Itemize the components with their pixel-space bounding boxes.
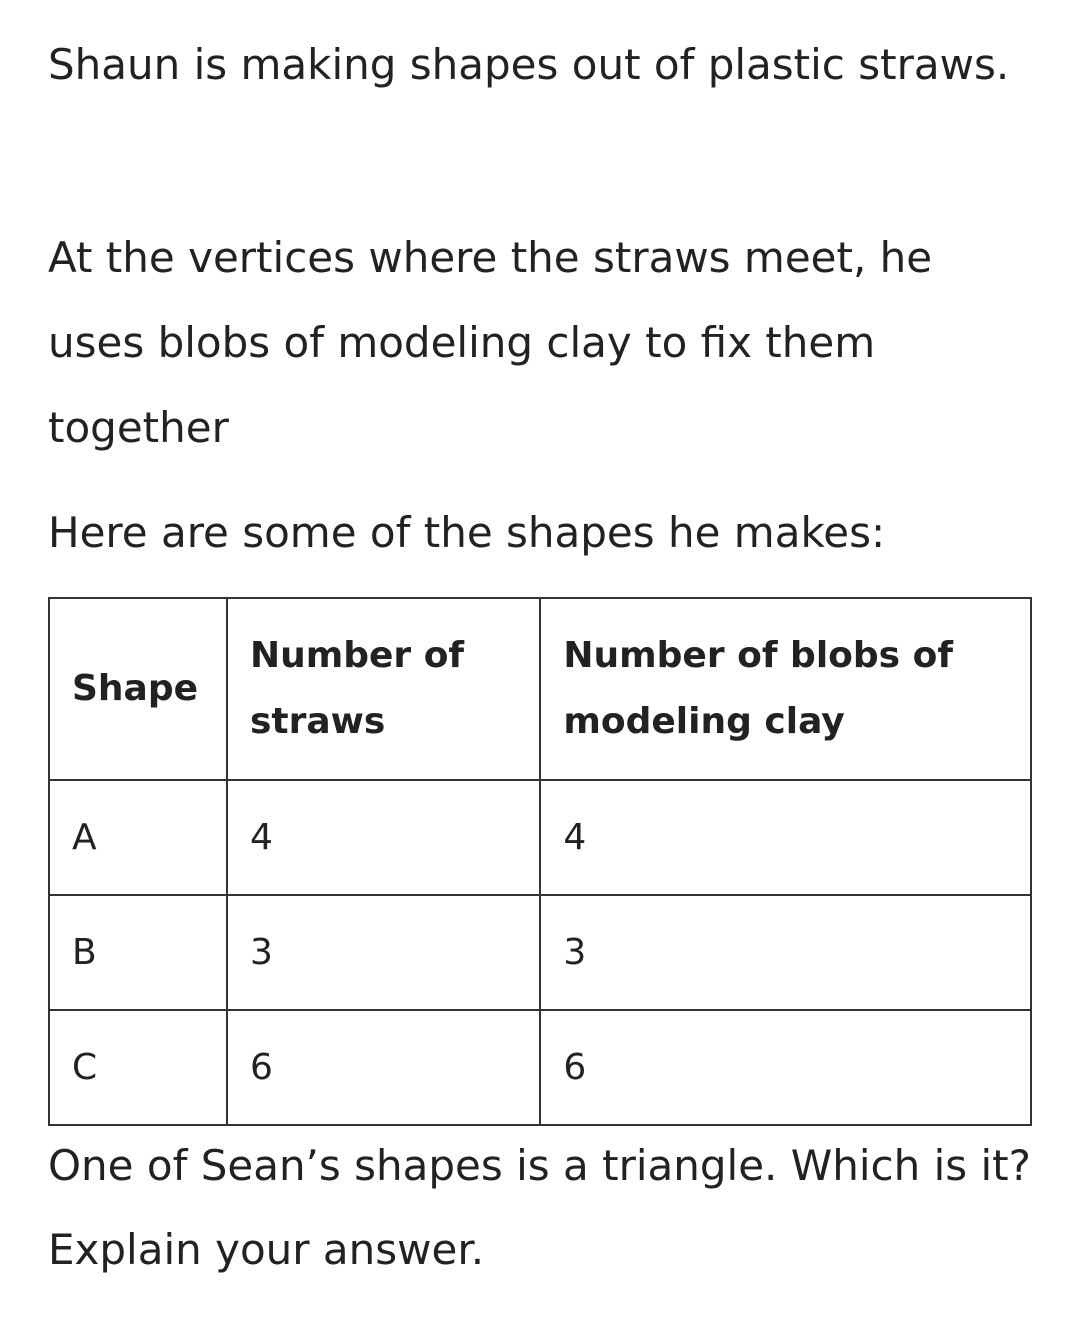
cell-blobs: 3 bbox=[540, 895, 1031, 1010]
header-number-of-straws: Number of straws bbox=[227, 598, 540, 780]
table-row bbox=[49, 895, 1031, 1010]
header-shape: Shape bbox=[49, 598, 227, 780]
cell-shape: A bbox=[49, 780, 227, 895]
intro-paragraph-2: At the vertices where the straws meet, he uses blobs of modeling clay to fix them together bbox=[48, 233, 933, 452]
cell-blobs: 4 bbox=[540, 780, 1031, 895]
cell-blobs: 6 bbox=[540, 1010, 1031, 1125]
table-row bbox=[49, 1010, 1031, 1125]
table-header-row bbox=[49, 598, 1031, 780]
table-row bbox=[49, 780, 1031, 895]
cell-shape: C bbox=[49, 1010, 227, 1125]
shapes-table bbox=[48, 597, 1032, 1126]
cell-straws: 6 bbox=[227, 1010, 540, 1125]
cell-shape: B bbox=[49, 895, 227, 1010]
intro-paragraph-1: Shaun is making shapes out of plastic straws. bbox=[48, 40, 1010, 89]
header-number-of-blobs: Number of blobs of modeling clay bbox=[540, 598, 1031, 780]
cell-straws: 3 bbox=[227, 895, 540, 1010]
intro-paragraph-3: Here are some of the shapes he makes: bbox=[48, 508, 886, 557]
cell-straws: 4 bbox=[227, 780, 540, 895]
question-paragraph: One of Sean’s shapes is a triangle. Which is it? Explain your answer. bbox=[48, 1141, 1031, 1274]
